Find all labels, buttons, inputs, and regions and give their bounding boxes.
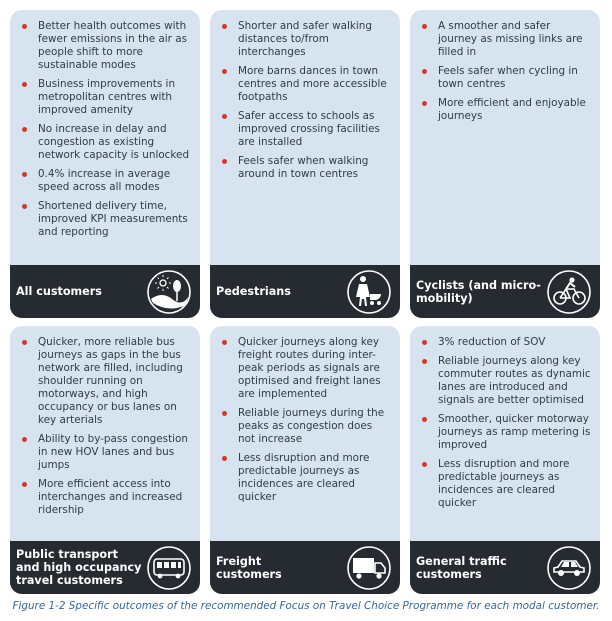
card-freight	[210, 326, 400, 594]
card-label: General traffic customers	[416, 554, 507, 581]
outcome-list	[10, 326, 200, 517]
card-label: Freight customers	[216, 554, 282, 581]
list-item: More barns dances in town centres and more accessible footpaths	[218, 65, 392, 104]
card-label: Cyclists (and micro- mobility)	[416, 278, 541, 305]
list-item: Feels safer when walking around in town centres	[218, 155, 392, 181]
landscape-sun-tree-icon	[146, 269, 192, 315]
list-item: Quicker, more reliable bus journeys as gaps in the bus network are filled, including shoulder running on motorways, and high occupancy or bus lanes on key arterials	[18, 336, 192, 427]
card-footer	[410, 541, 600, 594]
list-item: Quicker journeys along key freight routes during inter-peak periods as signals are optimised and freight lanes are implemented	[218, 336, 392, 401]
list-item: Shorter and safer walking distances to/from interchanges	[218, 20, 392, 59]
card-label: All customers	[16, 285, 102, 298]
card-footer	[210, 541, 400, 594]
outcome-list	[410, 326, 600, 510]
card-all-customers	[10, 10, 200, 318]
car-icon	[546, 545, 592, 591]
list-item: A smoother and safer journey as missing links are filled in	[418, 20, 592, 59]
list-item: Reliable journeys along key commuter routes as dynamic lanes are introduced and signals are better optimised	[418, 355, 592, 407]
list-item: Smoother, quicker motorway journeys as ramp metering is improved	[418, 413, 592, 452]
card-footer	[10, 541, 200, 594]
list-item: Feels safer when cycling in town centres	[418, 65, 592, 91]
card-general-traffic	[410, 326, 600, 594]
list-item: Ability to by-pass congestion in new HOV lanes and bus jumps	[18, 433, 192, 472]
card-pedestrians	[210, 10, 400, 318]
list-item: Shortened delivery time, improved KPI measurements and reporting	[18, 200, 192, 239]
card-footer	[10, 265, 200, 318]
card-footer	[410, 265, 600, 318]
outcome-list	[210, 10, 400, 181]
list-item: Less disruption and more predictable journeys as incidences are cleared quicker	[418, 458, 592, 510]
figure-caption: Figure 1-2 Specific outcomes of the recommended Focus on Travel Choice Programme for each modal customer.	[12, 600, 600, 612]
list-item: Safer access to schools as improved crossing facilities are installed	[218, 110, 392, 149]
list-item: 3% reduction of SOV	[418, 336, 592, 349]
list-item: More efficient access into interchanges and increased ridership	[18, 478, 192, 517]
list-item: Less disruption and more predictable journeys as incidences are cleared quicker	[218, 452, 392, 504]
outcome-list	[410, 10, 600, 123]
outcome-list	[10, 10, 200, 239]
truck-icon	[346, 545, 392, 591]
list-item: No increase in delay and congestion as existing network capacity is unlocked	[18, 123, 192, 162]
outcome-list	[210, 326, 400, 504]
card-cyclists	[410, 10, 600, 318]
pedestrian-with-pram-icon	[346, 269, 392, 315]
list-item: 0.4% increase in average speed across all modes	[18, 168, 192, 194]
bus-icon	[146, 545, 192, 591]
card-footer	[210, 265, 400, 318]
list-item: Business improvements in metropolitan centres with improved amenity	[18, 78, 192, 117]
card-public-transport	[10, 326, 200, 594]
card-label: Public transport and high occupancy travel customers	[16, 548, 142, 587]
card-label: Pedestrians	[216, 285, 291, 298]
cyclist-icon	[546, 269, 592, 315]
list-item: More efficient and enjoyable journeys	[418, 97, 592, 123]
list-item: Reliable journeys during the peaks as congestion does not increase	[218, 407, 392, 446]
list-item: Better health outcomes with fewer emissions in the air as people shift to more sustainable modes	[18, 20, 192, 72]
